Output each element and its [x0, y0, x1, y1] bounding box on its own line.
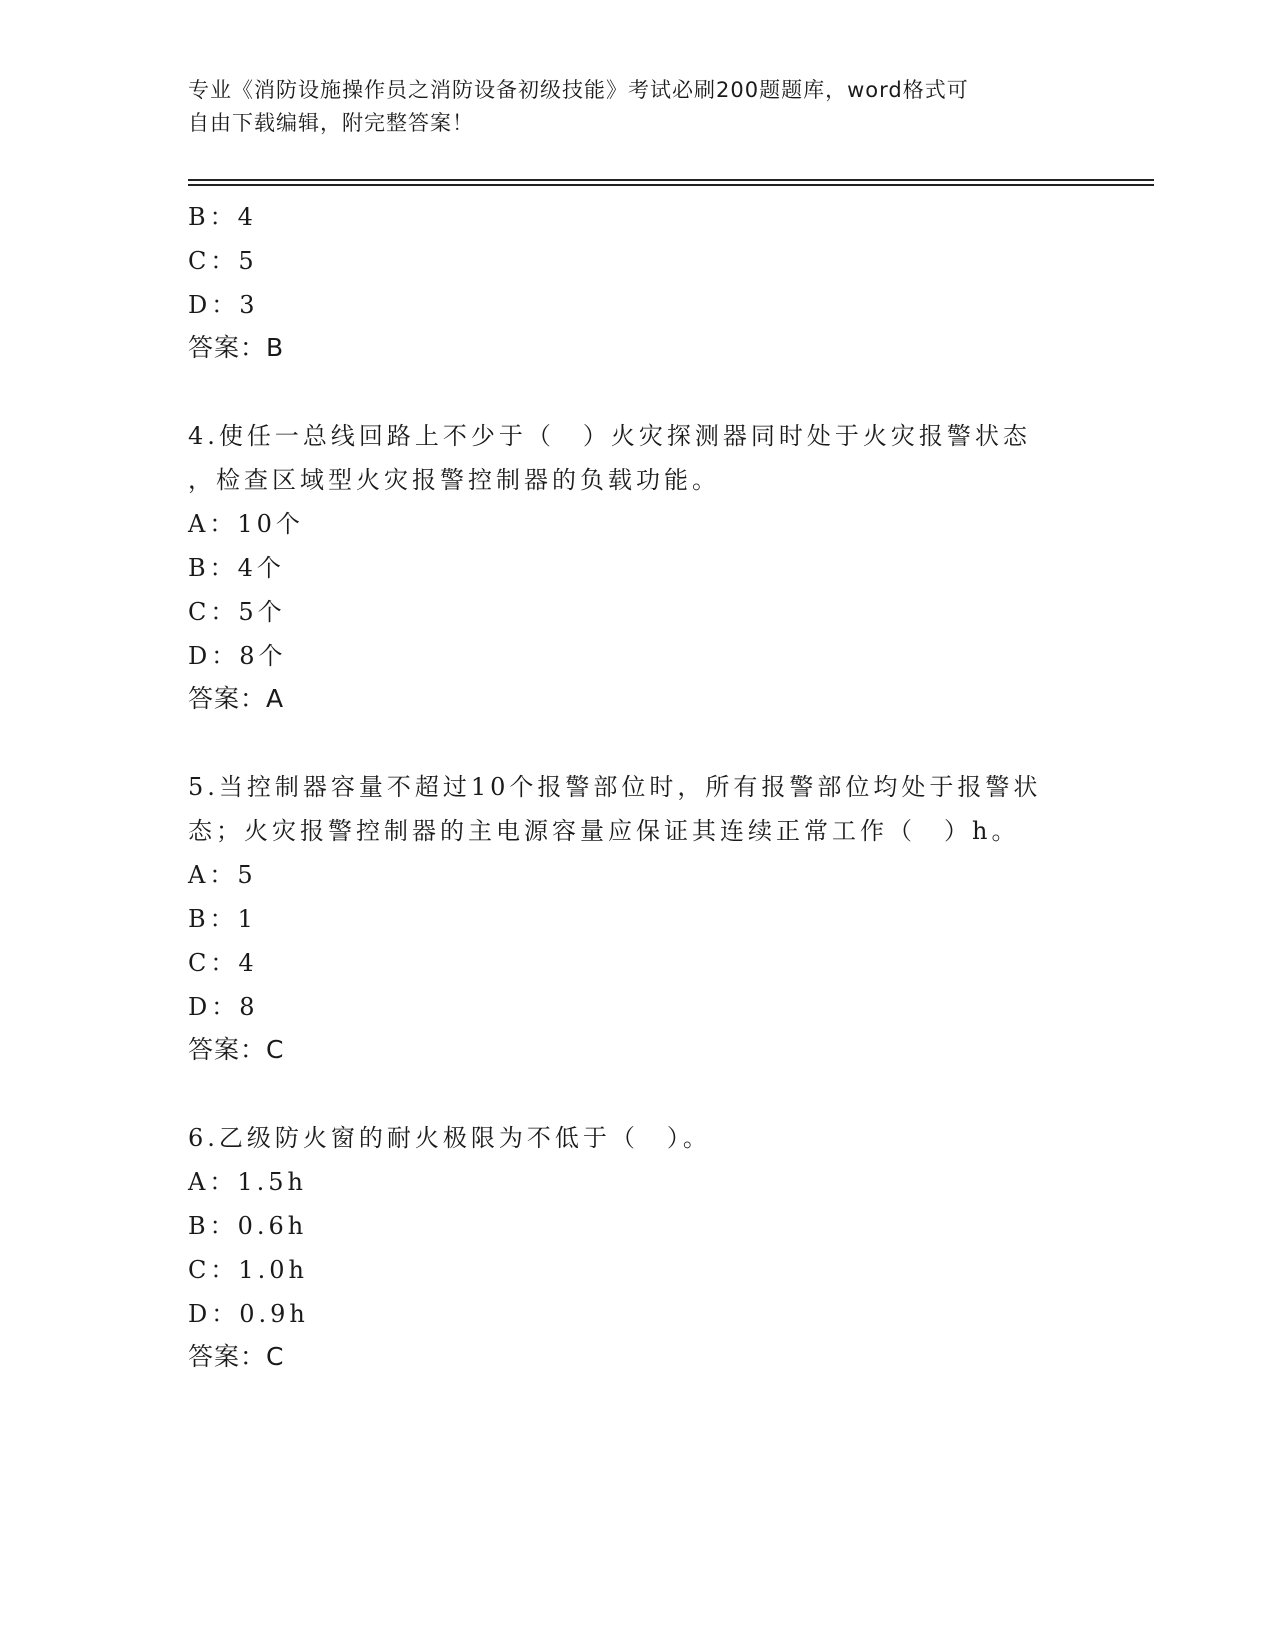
option-a: A：5 [188, 861, 257, 889]
answer-label: 答案：C [188, 1342, 285, 1371]
option-d: D：8个 [188, 642, 287, 670]
option-a: A：10个 [188, 510, 304, 538]
option-c: C：1.0h [188, 1256, 308, 1284]
document-header [188, 74, 1088, 140]
option-b: B：1 [188, 905, 257, 933]
question-text-line-1: 5.当控制器容量不超过10个报警部位时，所有报警部位均处于报警状 [188, 773, 1042, 801]
option-d: D：8 [188, 993, 259, 1021]
question-text-line-1: 4.使任一总线回路上不少于（ ）火灾探测器同时处于火灾报警状态 [188, 422, 1031, 450]
option-b: B：4 [188, 203, 257, 231]
header-title-line-2: 自由下载编辑，附完整答案！ [188, 111, 474, 135]
answer-label: 答案：B [188, 333, 285, 362]
header-rule-top [188, 179, 1154, 181]
option-d: D：3 [188, 291, 259, 319]
header-title-line-1: 专业《消防设施操作员之消防设备初级技能》考试必刷200题题库，word格式可 [188, 78, 969, 102]
option-c: C：5 [188, 247, 258, 275]
question-text-line-2: ，检查区域型火灾报警控制器的负载功能。 [188, 466, 720, 494]
option-c: C：4 [188, 949, 258, 977]
option-b: B：0.6h [188, 1212, 308, 1240]
answer-label: 答案：C [188, 1035, 285, 1064]
question-text-line-2: 态；火灾报警控制器的主电源容量应保证其连续正常工作（ ）h。 [188, 817, 1020, 845]
header-rule-bottom [188, 184, 1154, 186]
question-text-line-1: 6.乙级防火窗的耐火极限为不低于（ ）。 [188, 1124, 711, 1152]
option-d: D：0.9h [188, 1300, 309, 1328]
option-c: C：5个 [188, 598, 286, 626]
option-a: A：1.5h [188, 1168, 307, 1196]
option-b: B：4个 [188, 554, 285, 582]
answer-label: 答案：A [188, 684, 285, 713]
